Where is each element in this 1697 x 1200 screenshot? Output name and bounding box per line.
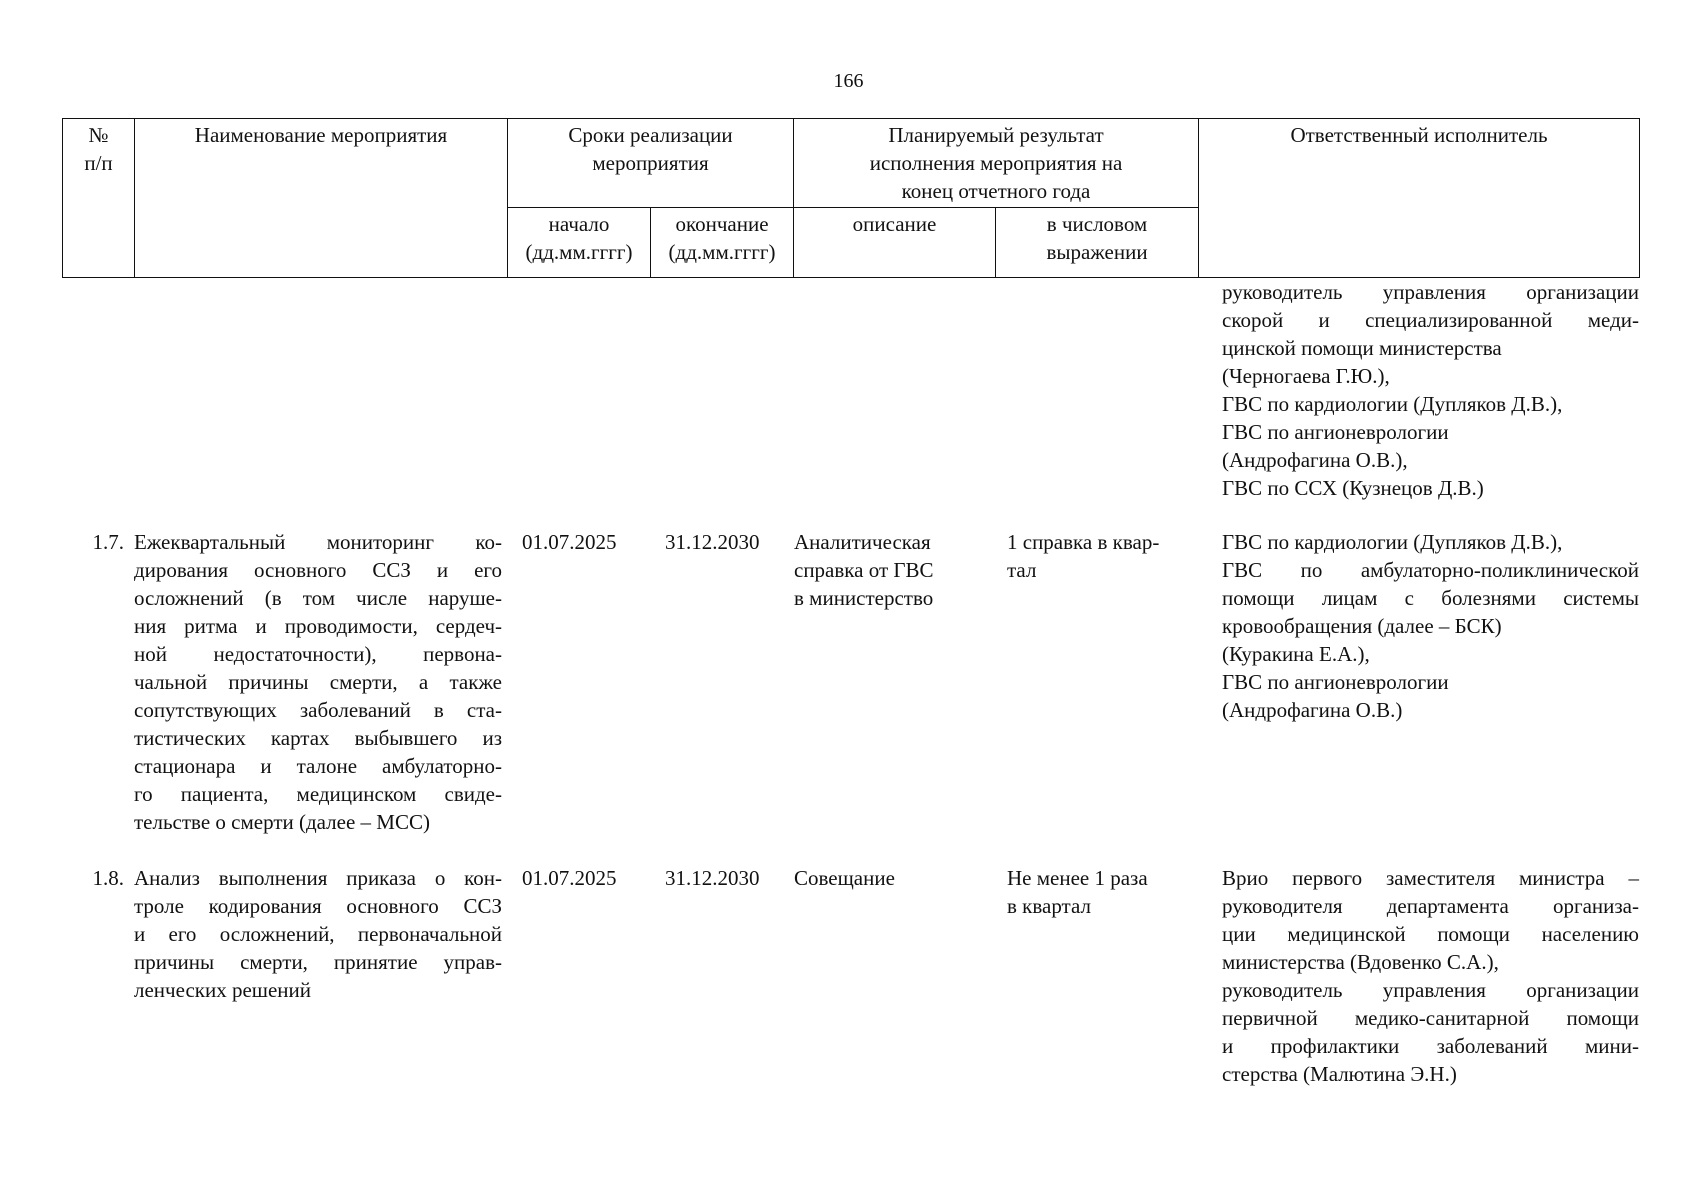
row-start-date: 01.07.2025	[522, 530, 617, 554]
header-result: Планируемый результат исполнения мероприятия на конец отчетного года	[794, 119, 1199, 208]
row-description: Аналитическая справка от ГВС в министерство	[794, 530, 934, 610]
row-end-date: 31.12.2030	[665, 530, 760, 554]
page-number: 166	[833, 70, 864, 92]
header-desc: описание	[794, 208, 996, 278]
row-number: 1.7.	[92, 530, 124, 554]
table-header	[62, 118, 1640, 278]
row-responsible: Врио первого заместителя министра – руководителя департамента организа- ции медицинской помощи населению министерства (Вдовенко С.А.), руководитель управления организации первичной медико-санитарной помощи и профилактики заболеваний мини- стерства (Малютина Э.Н.)	[1222, 866, 1639, 1086]
header-responsible: Ответственный исполнитель	[1199, 119, 1640, 278]
header-start: начало (дд.мм.гггг)	[508, 208, 651, 278]
header-value: в числовом выражении	[996, 208, 1199, 278]
row-responsible: ГВС по кардиологии (Дупляков Д.В.), ГВС по амбулаторно-поликлинической помощи лицам с болезнями системы кровообращения (далее – БСК) (Куракина Е.А.), ГВС по ангионеврологии (Андрофагина О.В.)	[1222, 530, 1639, 722]
row-name: Ежеквартальный мониторинг ко- дирования основного ССЗ и его осложнений (в том числе наруше- ния ритма и проводимости, сердеч- ной недостаточности), первона- чальной причины смерти, а также сопутствующих заболеваний в ста- тистических картах выбывшего из стационара и талоне амбулаторно- го пациента, медицинском свиде- тельстве о смерти (далее – МСС)	[134, 530, 502, 834]
header-num: № п/п	[63, 119, 135, 278]
row-name: Анализ выполнения приказа о кон- троле кодирования основного ССЗ и его осложнений, первоначальной причины смерти, принятие управ- ленческих решений	[134, 866, 502, 1002]
row-value: Не менее 1 раза в квартал	[1007, 866, 1148, 918]
row-end-date: 31.12.2030	[665, 866, 760, 890]
header-name: Наименование мероприятия	[135, 119, 508, 278]
row-value: 1 справка в квар- тал	[1007, 530, 1160, 582]
row-description: Совещание	[794, 866, 895, 890]
header-terms: Сроки реализации мероприятия	[508, 119, 794, 208]
header-end: окончание (дд.мм.гггг)	[651, 208, 794, 278]
row-number: 1.8.	[92, 866, 124, 890]
row-responsible: руководитель управления организации скорой и специализированной меди- цинской помощи министерства (Черногаева Г.Ю.), ГВС по кардиологии (Дупляков Д.В.), ГВС по ангионеврологии (Андрофагина О.В.), ГВС по ССХ (Кузнецов Д.В.)	[1222, 280, 1639, 500]
row-start-date: 01.07.2025	[522, 866, 617, 890]
